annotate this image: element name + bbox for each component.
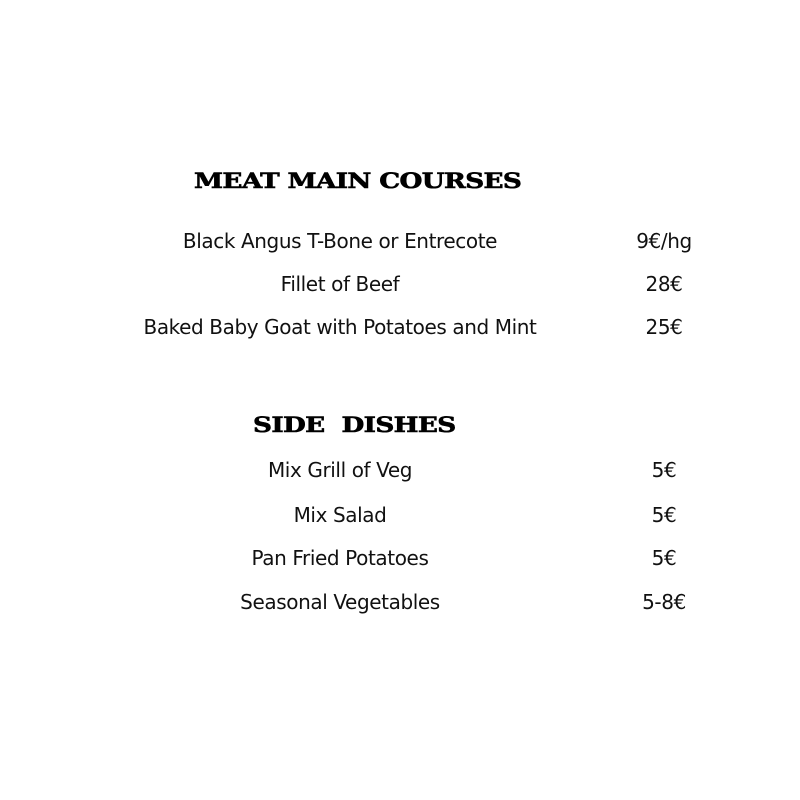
menu-item — [0, 455, 800, 485]
menu-item — [0, 312, 800, 342]
menu-item-price: 25€ — [645, 315, 683, 339]
menu-item — [0, 500, 800, 530]
menu-item — [0, 269, 800, 299]
menu-item-name: Baked Baby Goat with Potatoes and Mint — [143, 315, 537, 339]
menu-item-name: Mix Grill of Veg — [267, 458, 413, 482]
menu-item-price: 5€ — [651, 458, 677, 482]
menu-item-name: Seasonal Vegetables — [240, 590, 440, 614]
menu-item-price: 28€ — [645, 272, 683, 296]
menu-item — [0, 226, 800, 256]
menu-item-name: Mix Salad — [293, 503, 387, 527]
menu-item — [0, 543, 800, 573]
section-title-meat-main-courses: MEAT MAIN COURSES — [194, 168, 522, 193]
menu-item-name: Black Angus T-Bone or Entrecote — [182, 229, 498, 253]
menu-item-name: Fillet of Beef — [280, 272, 400, 296]
menu-item-name: Pan Fried Potatoes — [251, 546, 429, 570]
menu-item-price: 5€ — [651, 503, 677, 527]
menu-item-price: 5-8€ — [642, 590, 686, 614]
menu-item-price: 9€/hg — [636, 229, 692, 253]
menu-item-price: 5€ — [651, 546, 677, 570]
section-title-side-dishes: SIDE DISHES — [253, 412, 456, 437]
menu-item — [0, 587, 800, 617]
